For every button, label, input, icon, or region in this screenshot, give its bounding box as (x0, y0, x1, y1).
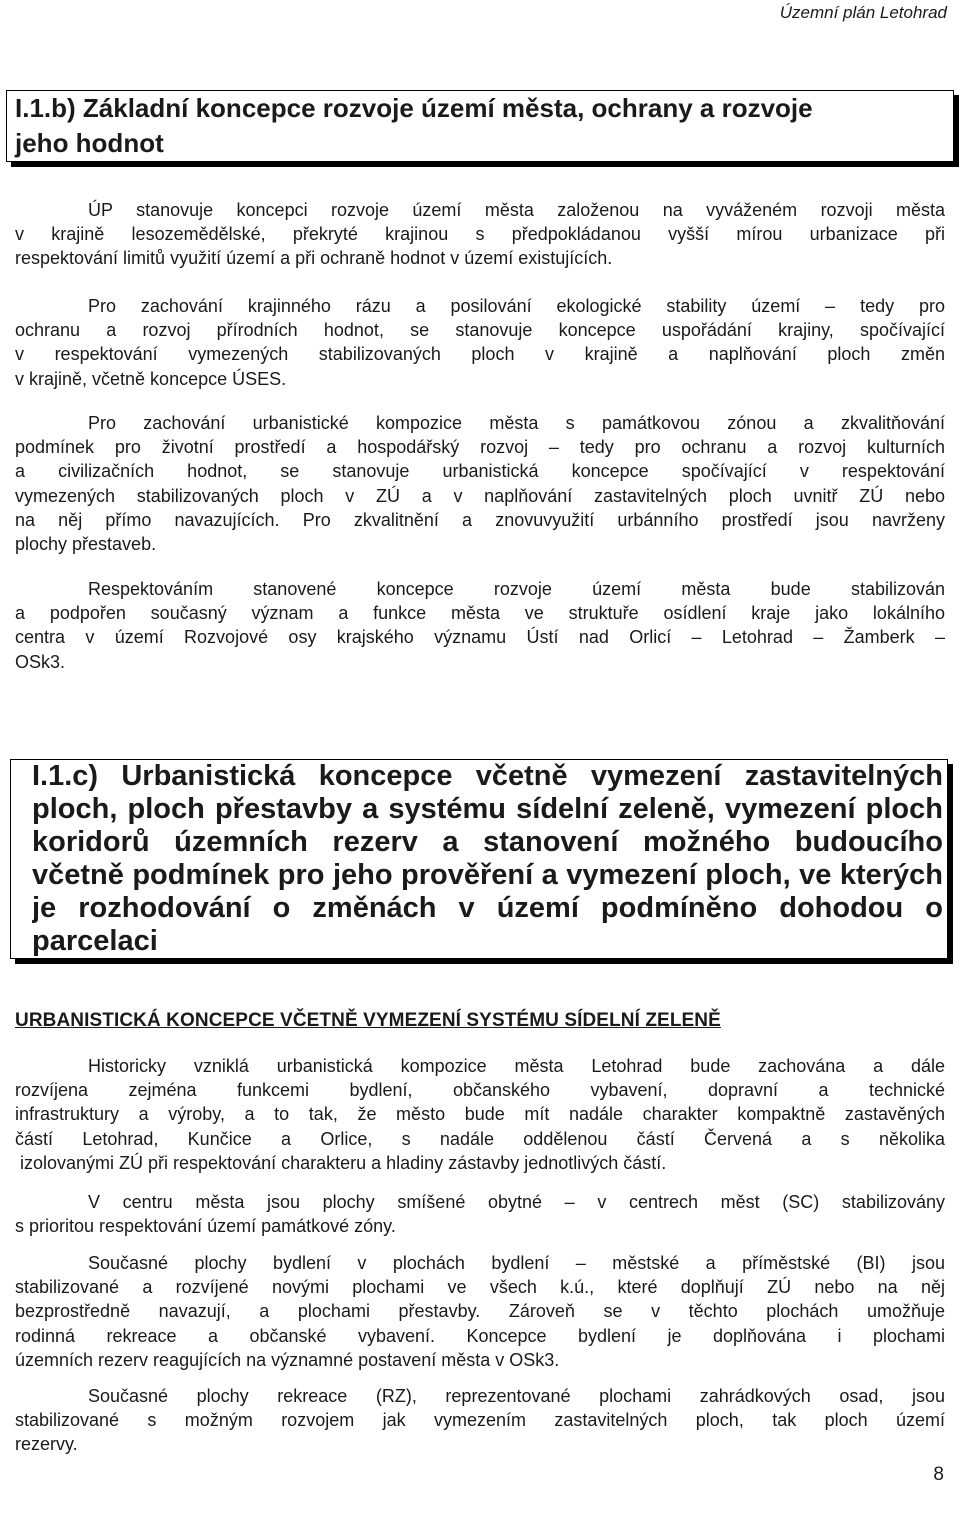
heading-line: jeho hodnot (15, 128, 164, 158)
document-title: Územní plán Letohrad (779, 3, 947, 22)
paragraph-line: v respektování vymezených stabilizovaných ploch v krajině a naplňování ploch změn (15, 344, 945, 365)
paragraph-line: plochy přestaveb. (15, 533, 157, 554)
paragraph-line: v krajině lesozemědělské, překryté krajinou s předpokládanou vyšší mírou urbanizace při (15, 224, 945, 245)
paragraph-line: Pro zachování krajinného rázu a posilování ekologické stability území – tedy pro (88, 296, 945, 316)
paragraph-line: Současné plochy rekreace (RZ), reprezentované plochami zahrádkových osad, jsou (88, 1386, 945, 1406)
paragraph-line: centra v území Rozvojové osy krajského významu Ústí nad Orlicí – Letohrad – Žamberk – (15, 627, 945, 648)
section-heading-b (6, 90, 954, 162)
heading-line: I.1.c) Urbanistická koncepce včetně vymezení zastavitelných (32, 760, 943, 792)
heading-line: I.1.b) Základní koncepce rozvoje území města, ochrany a rozvoje (15, 93, 813, 123)
heading-line: je rozhodování o změnách v území podmíněno dohodou o (32, 892, 943, 924)
paragraph-line: s prioritou respektování území památkové zóny. (15, 1216, 396, 1237)
paragraph-line: v krajině, včetně koncepce ÚSES. (15, 368, 287, 389)
paragraph-line: Pro zachování urbanistické kompozice města s památkovou zónou a zkvalitňování (88, 413, 945, 433)
paragraph-line: V centru města jsou plochy smíšené obytné – v centrech měst (SC) stabilizovány (88, 1192, 945, 1212)
paragraph (15, 1054, 945, 1175)
paragraph (15, 1190, 945, 1238)
paragraph-line: ochranu a rozvoj přírodních hodnot, se stanovuje koncepce uspořádání krajiny, spočívající (15, 320, 945, 341)
paragraph-line: stabilizované a rozvíjené novými plochami ve všech k.ú., které doplňují ZÚ nebo na něj (15, 1277, 945, 1298)
paragraph (15, 294, 945, 391)
heading-line: parcelaci (32, 925, 158, 957)
paragraph-line: bezprostředně navazují, a plochami přestavby. Zároveň se v těchto plochách umožňuje (15, 1301, 945, 1322)
paragraph (15, 411, 945, 556)
paragraph-line: územních rezerv reagujících na významné postavení města v OSk3. (15, 1349, 560, 1370)
paragraph-line: rozvíjena zejména funkcemi bydlení, občanského vybavení, dopravní a technické (15, 1080, 945, 1101)
subheading: URBANISTICKÁ KONCEPCE VČETNĚ VYMEZENÍ SYSTÉMU SÍDELNÍ ZELENĚ (15, 1010, 721, 1031)
paragraph-line: rezervy. (15, 1434, 78, 1455)
page-number: 8 (933, 1464, 944, 1485)
paragraph-line: ÚP stanovuje koncepci rozvoje území města založenou na vyváženém rozvoji města (88, 200, 945, 220)
heading-line: ploch, ploch přestavby a systému sídelní zeleně, vymezení ploch (32, 793, 943, 825)
paragraph-line: Současné plochy bydlení v plochách bydlení – městské a příměstské (BI) jsou (88, 1253, 945, 1273)
paragraph-line: rodinná rekreace a občanské vybavení. Koncepce bydlení je doplňována i plochami (15, 1325, 945, 1346)
paragraph-line: a civilizačních hodnot, se stanovuje urbanistická koncepce spočívající v respektování (15, 461, 945, 482)
paragraph-line: Historicky vzniklá urbanistická kompozice města Letohrad bude zachována a dále (88, 1056, 945, 1076)
paragraph-line: OSk3. (15, 651, 66, 672)
paragraph-line: částí Letohrad, Kunčice a Orlice, s nadále oddělenou částí Červená a s několika (15, 1128, 945, 1149)
paragraph (15, 577, 945, 674)
paragraph-line: stabilizované s možným rozvojem jak vymezením zastavitelných ploch, tak ploch území (15, 1410, 945, 1431)
paragraph-line: respektování limitů využití území a při ochraně hodnot v území existujících. (15, 248, 613, 269)
paragraph-line: izolovanými ZÚ při respektování charakteru a hladiny zástavby jednotlivých částí. (15, 1152, 667, 1173)
paragraph-line: podmínek pro životní prostředí a hospodářský rozvoj – tedy pro ochranu a rozvoj kulturních (15, 437, 945, 458)
paragraph-line: vymezených stabilizovaných ploch v ZÚ a v naplňování zastavitelných ploch uvnitř ZÚ nebo (15, 485, 945, 506)
paragraph (15, 1384, 945, 1457)
heading-line: včetně podmínek pro jeho prověření a vymezení ploch, ve kterých (32, 859, 943, 891)
paragraph (15, 198, 945, 271)
paragraph-line: infrastruktury a výroby, a to tak, že město bude mít nadále charakter kompaktně zastavěných (15, 1104, 945, 1125)
paragraph (15, 1251, 945, 1372)
heading-line: koridorů územních rezerv a stanovení možného budoucího (32, 826, 943, 858)
paragraph-line: Respektováním stanovené koncepce rozvoje území města bude stabilizován (88, 579, 945, 599)
section-heading-c (10, 759, 948, 959)
paragraph-line: a podpořen současný význam a funkce města ve struktuře osídlení kraje jako lokálního (15, 603, 945, 624)
paragraph-line: na něj přímo navazujících. Pro zkvalitnění a znovuvyužití urbánního prostředí jsou navrženy (15, 509, 945, 530)
